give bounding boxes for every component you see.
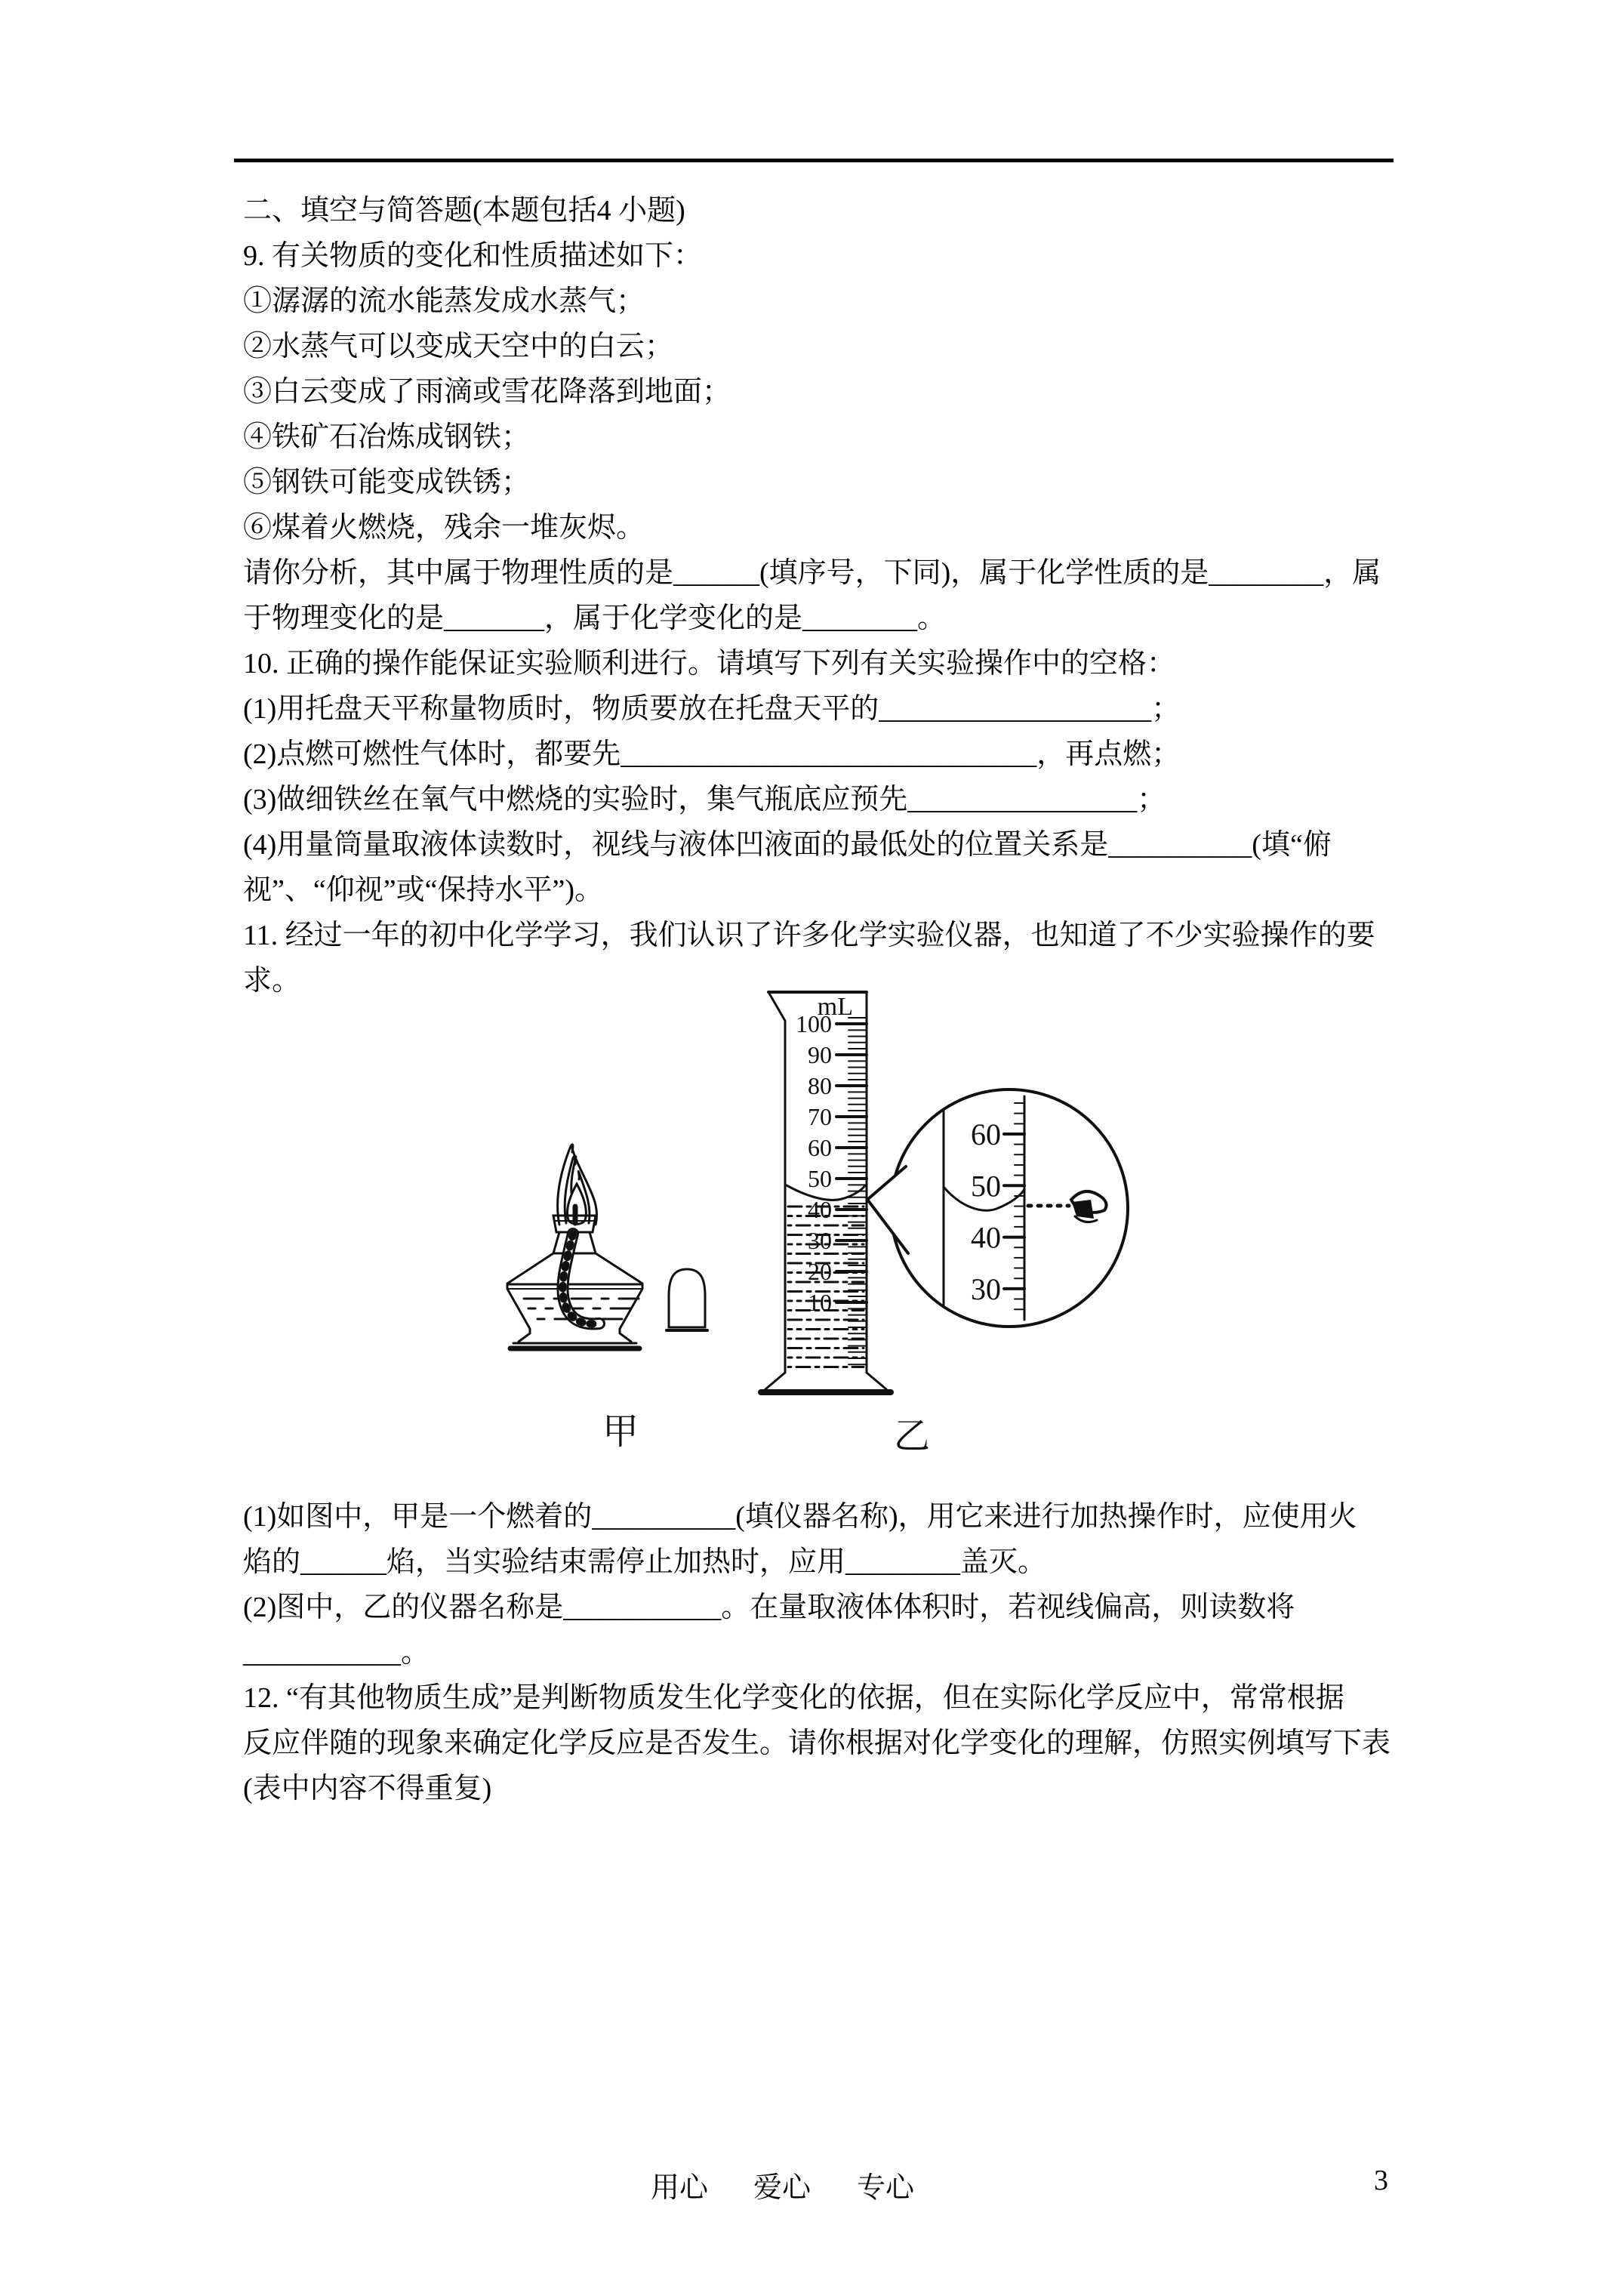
cylinder-unit: mL bbox=[817, 993, 853, 1021]
alcohol-lamp bbox=[507, 1145, 642, 1348]
svg-text:60: 60 bbox=[971, 1117, 1001, 1151]
text-line: 9. 有关物质的变化和性质描述如下： bbox=[243, 240, 703, 272]
svg-text:40: 40 bbox=[808, 1196, 832, 1223]
svg-text:90: 90 bbox=[808, 1041, 832, 1068]
section-heading: 二、填空与简答题(本题包括4 小题) bbox=[243, 195, 685, 227]
lamp-cap bbox=[667, 1269, 707, 1330]
text-line: (1)如图中，甲是一个燃着的__________(填仪器名称)，用它来进行加热操作时，应使用火 bbox=[243, 1501, 1357, 1533]
text-line: (1)用托盘天平称量物质时，物质要放在托盘天平的___________________； bbox=[243, 693, 1181, 725]
svg-text:20: 20 bbox=[808, 1258, 832, 1285]
footer-word: 专心 bbox=[857, 2172, 915, 2204]
text-line: 反应伴随的现象来确定化学反应是否发生。请你根据对化学变化的理解，仿照实例填写下表 bbox=[243, 1727, 1391, 1759]
text-line: 10. 正确的操作能保证实验顺利进行。请填写下列有关实验操作中的空格： bbox=[243, 648, 1176, 680]
text-line: ___________。 bbox=[243, 1637, 430, 1669]
text-line: (2)点燃可燃性气体时，都要先_____________________________，再点燃； bbox=[243, 738, 1181, 770]
svg-text:40: 40 bbox=[971, 1220, 1001, 1255]
text-line: 焰的______焰，当实验结束需停止加热时，应用________盖灭。 bbox=[243, 1546, 1047, 1578]
text-line: ②水蒸气可以变成天空中的白云； bbox=[243, 331, 674, 362]
text-line: 12. “有其他物质生成”是判断物质发生化学变化的依据，但在实际化学反应中，常常根据 bbox=[243, 1682, 1344, 1714]
text-line: ③白云变成了雨滴或雪花降落到地面； bbox=[243, 376, 731, 408]
page-number: 3 bbox=[1374, 2165, 1388, 2196]
label-yi: 乙 bbox=[894, 1416, 931, 1456]
svg-text:50: 50 bbox=[808, 1165, 832, 1192]
lamp-body bbox=[507, 1253, 642, 1348]
text-line: 11. 经过一年的初中化学学习，我们认识了许多化学实验仪器，也知道了不少实验操作的要 bbox=[243, 920, 1375, 951]
text-line: (表中内容不得重复) bbox=[243, 1773, 492, 1804]
svg-text:50: 50 bbox=[971, 1169, 1001, 1203]
footer-word: 用心 bbox=[651, 2172, 709, 2204]
magnifier-circle bbox=[868, 1089, 1128, 1327]
svg-text:80: 80 bbox=[808, 1072, 832, 1099]
cylinder-scale bbox=[836, 1018, 867, 1364]
graduated-cylinder bbox=[761, 992, 891, 1392]
flame bbox=[558, 1145, 597, 1225]
text-line: ⑤钢铁可能变成铁锈； bbox=[243, 467, 531, 498]
svg-text:70: 70 bbox=[808, 1103, 832, 1130]
text-line: (2)图中，乙的仪器名称是___________。在量取液体体积时，若视线偏高，则读数将 bbox=[243, 1592, 1295, 1623]
svg-text:10: 10 bbox=[808, 1289, 832, 1316]
footer-word: 爱心 bbox=[753, 2172, 812, 2204]
text-line: 于物理变化的是_______，属于化学变化的是________。 bbox=[243, 603, 947, 634]
text-line: ④铁矿石冶炼成钢铁； bbox=[243, 421, 531, 453]
text-line: 请你分析，其中属于物理性质的是______(填序号，下同)，属于化学性质的是________，属 bbox=[243, 557, 1381, 589]
text-line: 视”、“仰视”或“保持水平”)。 bbox=[243, 874, 603, 906]
svg-text:30: 30 bbox=[971, 1271, 1001, 1306]
text-line: 求。 bbox=[243, 965, 301, 997]
text-line: (3)做细铁丝在氧气中燃烧的实验时，集气瓶底应预先________________； bbox=[243, 784, 1166, 815]
svg-text:60: 60 bbox=[808, 1134, 832, 1161]
label-jia: 甲 bbox=[602, 1412, 639, 1452]
text-line: ⑥煤着火燃烧，残余一堆灰烬。 bbox=[243, 512, 645, 544]
svg-text:30: 30 bbox=[808, 1227, 832, 1254]
svg-text:100: 100 bbox=[796, 1010, 832, 1037]
text-line: ①潺潺的流水能蒸发成水蒸气； bbox=[243, 285, 645, 317]
text-line: (4)用量筒量取液体读数时，视线与液体凹液面的最低处的位置关系是__________(填“俯 bbox=[243, 829, 1332, 861]
